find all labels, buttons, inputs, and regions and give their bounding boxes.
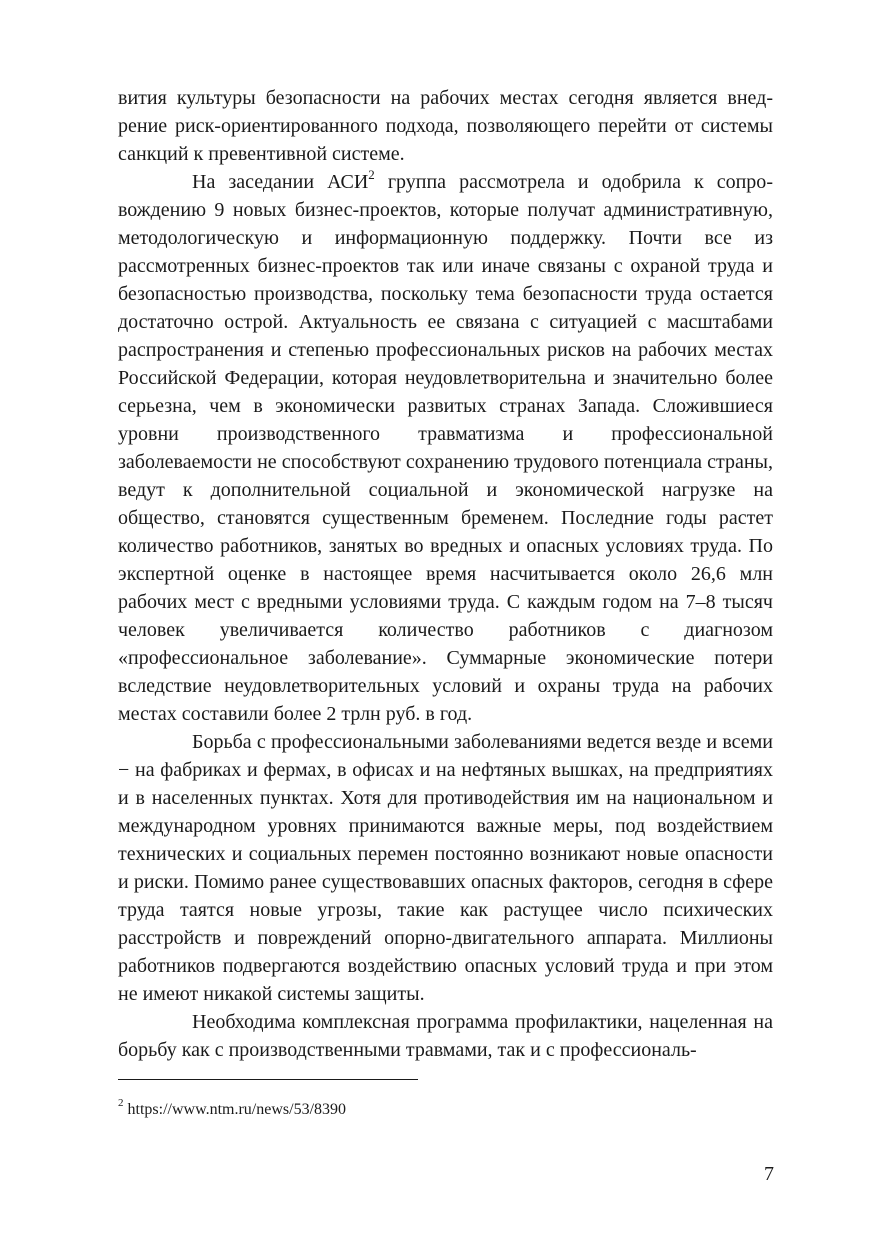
footnote-link[interactable]: https://www.ntm.ru/news/53/8390 (123, 1101, 347, 1118)
paragraph-asi-text-rest: группа рассмотрела и одобрила к сопровождению 9 новых бизнес-проектов, которые получат административную, методологическую и информационную поддержку. Почти все из рассмотренных бизнес-проектов так или иначе связаны с охраной труда и безопасностью производства, поскольку тема безопасности труда остается достаточно острой. Актуальность ее связана с ситуацией с масштабами распространения и степенью профессиональных рисков на рабочих местах Российской Федерации, которая неудовлетворительна и значительно более серьезна, чем в экономически развитых странах Запада. Сложившиеся уровни производственного травматизма и профессиональной заболеваемости не способствуют сохранению трудового потенциала страны, ведут к дополнительной социальной и экономической нагрузке на общество, становятся существенным бременем. Последние годы растет количество работников, занятых во вредных и опасных условиях труда. По экспертной оценке в настоящее время насчитывается около 26,6 млн рабочих мест с вредными условиями труда. С каждым годом на 7–8 тысяч человек увеличивается количество работников с диагнозом «профессиональное заболевание». Суммарные экономические потери вследствие неудовлетворительных условий и охраны труда на рабочих местах составили более 2 трлн руб. в год. (118, 171, 773, 725)
page-number: 7 (764, 1163, 774, 1185)
footnote-number: 2 (118, 1096, 124, 1109)
paragraph-prevention-program: Необходима комплексная программа профилактики, нацеленная на борьбу как с производственными травмами, так и с профессиональ- (118, 1011, 773, 1061)
footnote-reference[interactable]: 2 (368, 167, 375, 183)
paragraph-occupational-diseases: Борьба с профессиональными заболеваниями ведется везде и всеми − на фабриках и фермах, в офисах и на нефтяных вышках, на предприятиях и в населенных пунктах. Хотя для противодействия им на национальном и международном уровнях принимаются важные меры, под воздействием технических и социальных перемен постоянно возникают новые опасности и риски. Помимо ранее существовавших опасных факторов, сегодня в сфере труда таятся новые угрозы, такие как растущее число психических расстройств и повреждений опорно-двигательного аппарата. Миллионы работников подвергаются воздействию опасных условий труда и при этом не имеют никакой системы защиты. (118, 731, 773, 1005)
paragraph-continuation: вития культуры безопасности на рабочих местах сегодня является внедрение риск-ориентированного подхода, позволяющего перейти от системы санкций к превентивной системе. (118, 87, 773, 165)
footnote (118, 1096, 347, 1120)
page-body (118, 84, 773, 1064)
paragraph-asi-text-start: На заседании АСИ (192, 171, 369, 193)
paragraph-asi-meeting (118, 168, 773, 728)
footnote-separator (118, 1079, 418, 1080)
